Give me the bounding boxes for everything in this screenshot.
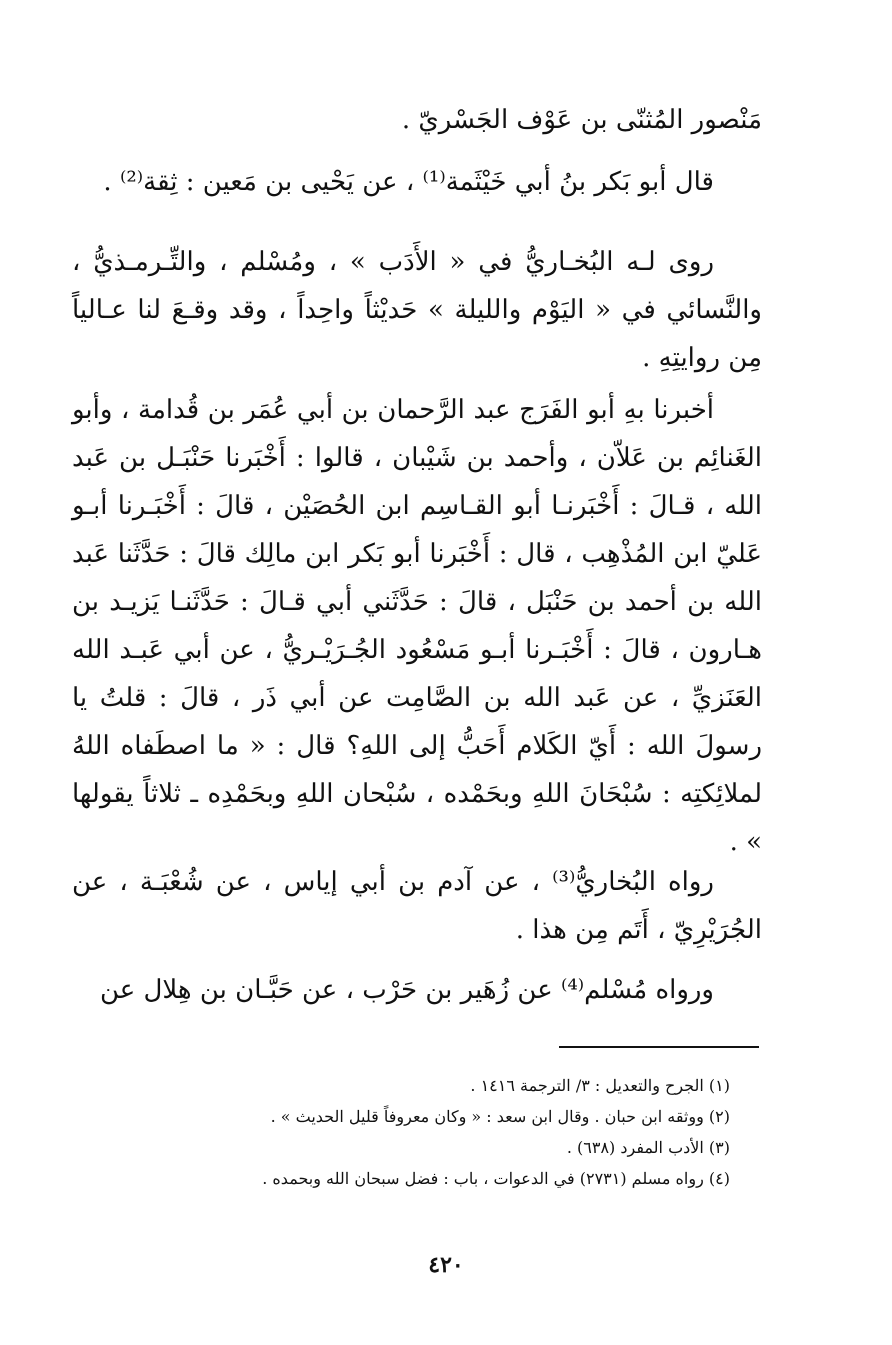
narration-sources-paragraph: روى لـه البُخـاريُّ في « الأَدَب » ، ومُسْلم ، والتِّـرمـذيُّ ، والنَّسائي في « اليَوْم والليلة » حَديْثاً واحِداً ، وقد وقـعَ لنا عـالياً مِن روايتِهِ . bbox=[72, 247, 762, 373]
footnote-1: (١) الجرح والتعديل : ٣/ الترجمة ١٤١٦ . bbox=[470, 1076, 730, 1095]
page-number: ٤٢٠ bbox=[428, 1252, 464, 1278]
muslim-narration-paragraph: ورواه مُسْلم⁽⁴⁾ عن زُهَير بن حَرْب ، عن حَبَّـان بن هِلال عن bbox=[99, 975, 714, 1005]
narrator-name-line: مَنْصور المُثنّى بن عَوْف الجَسْريّ . bbox=[401, 105, 762, 135]
footnotes bbox=[200, 1070, 730, 1194]
bukhari-narration-paragraph: رواه البُخاريُّ⁽³⁾ ، عن آدم بن أبي إياس ، عن شُعْبَـة ، عن الجُرَيْرِيّ ، أَتَم مِن هذا . bbox=[72, 867, 762, 945]
footnote-divider bbox=[559, 1046, 759, 1048]
narrator-grading-paragraph: قال أبو بَكر بنُ أبي خَيْثَمة⁽¹⁾ ، عن يَحْيى بن مَعين : ثِقة⁽²⁾ . bbox=[103, 167, 714, 197]
footnote-3: (٣) الأدب المفرد (٦٣٨) . bbox=[566, 1138, 730, 1157]
footnote-4: (٤) رواه مسلم (٢٧٣١) في الدعوات ، باب : فضل سبحان الله وبحمده . bbox=[262, 1169, 730, 1188]
hadith-chain-paragraph: أخبرنا بهِ أبو الفَرَج عبد الرَّحمان بن أبي عُمَر بن قُدامة ، وأبو الغَنائِم بن عَلاّن ، وأحمد بن شَيْبان ، قالوا : أَخْبَرنا حَنْبَـل بن عَبد الله ، قـالَ : أَخْبَرنـا أبو القـاسِم ابن الحُصَيْن ، قالَ : أَخْبَـرنا أبـو عَليّ ابن المُذْهِب ، قال : أَخْبَرنا أبو بَكر ابن مالِك قالَ : حَدَّثَنا عَبد الله بن أحمد بن حَنْبَل ، قالَ : حَدَّثَني أبي قـالَ : حَدَّثَنـا يَزيـد بن هـارون ، قالَ : أَخْبَـرنا أبـو مَسْعُود الجُـرَيْـريُّ ، عن أبي عَبـد الله العَنَزيِّ ، عن عَبد الله بن الصَّامِت عن أبي ذَر ، قالَ : قلتُ يا رسولَ الله : أَيّ الكَلام أَحَبُّ إلى اللهِ؟ قال : « ما اصطَفاه اللهُ لملائِكتِه : سُبْحَانَ اللهِ وبحَمْده ، سُبْحان اللهِ وبحَمْدِه ـ ثلاثاً يقولها » . bbox=[72, 395, 762, 857]
footnote-2: (٢) ووثقه ابن حبان . وقال ابن سعد : « وكان معروفاً قليل الحديث » . bbox=[270, 1107, 730, 1126]
